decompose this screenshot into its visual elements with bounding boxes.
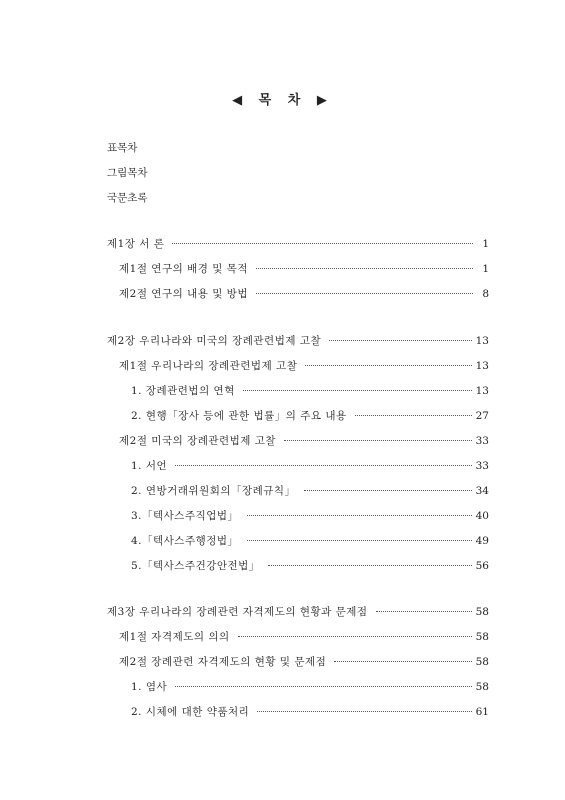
toc-entry-label: 제3장 우리나라의 장례관련 자격제도의 현황과 문제점 (107, 606, 368, 618)
toc-entry[interactable] (107, 287, 489, 301)
leader-dots (247, 539, 472, 541)
toc-entry-label: 4.「텍사스주행정법」 (131, 535, 239, 547)
toc-entry-page: 49 (475, 535, 489, 547)
toc-entry-label: 제1절 자격제도의 의의 (119, 631, 230, 643)
toc-entry-label: 제2절 연구의 내용 및 방법 (119, 288, 248, 300)
toc-entry-page: 33 (475, 460, 489, 472)
leader-dots (268, 564, 472, 566)
toc-entry[interactable] (107, 434, 489, 448)
toc-entry-label: 제2절 장례관련 자격제도의 현황 및 문제점 (119, 656, 327, 668)
leader-dots (243, 389, 472, 391)
leader-dots (334, 660, 471, 662)
front-matter-item-figure-list[interactable]: 그림목차 (107, 167, 148, 179)
leader-dots (256, 292, 473, 294)
toc-entry-label: 제1절 연구의 배경 및 목적 (119, 263, 248, 275)
toc-entry-label: 2. 연방거래위원회의「장례규칙」 (131, 485, 296, 497)
toc-entry-label: 5.「텍사스주건강안전법」 (131, 560, 260, 572)
toc-entry-page: 58 (475, 606, 489, 618)
toc-entry-page: 58 (475, 631, 489, 643)
leader-dots (172, 242, 473, 244)
toc-entry-label: 1. 장례관련법의 연혁 (131, 385, 235, 397)
toc-entry-page: 33 (475, 435, 489, 447)
toc-entry-label: 제2절 미국의 장례관련법제 고찰 (119, 435, 277, 447)
toc-entry-page: 8 (482, 288, 489, 300)
toc-entry-label: 1. 서언 (131, 460, 168, 472)
leader-dots (376, 610, 472, 612)
toc-entry[interactable] (107, 384, 489, 398)
toc-entry-page: 40 (475, 510, 489, 522)
leader-dots (305, 364, 471, 366)
toc-entry[interactable] (107, 484, 489, 498)
toc-entry[interactable] (107, 509, 489, 523)
toc-entry-page: 13 (475, 335, 489, 347)
toc-entry-page: 58 (475, 656, 489, 668)
toc-entry-page: 13 (475, 360, 489, 372)
toc-entry-page: 56 (475, 560, 489, 572)
front-matter-item-abstract[interactable]: 국문초록 (107, 192, 148, 204)
toc-entry-page: 27 (475, 410, 489, 422)
leader-dots (304, 489, 472, 491)
toc-entry[interactable] (107, 705, 489, 719)
toc-entry-page: 1 (482, 263, 489, 275)
leader-dots (238, 635, 472, 637)
toc-entry[interactable] (107, 359, 489, 373)
toc-entry-label: 1. 염사 (131, 681, 168, 693)
toc-entry-label: 2. 현행「장사 등에 관한 법률」의 주요 내용 (131, 410, 347, 422)
toc-entry[interactable] (107, 559, 489, 573)
toc-entry[interactable] (107, 334, 489, 348)
toc-entry[interactable] (107, 605, 489, 619)
leader-dots (284, 439, 472, 441)
toc-entry-page: 34 (475, 485, 489, 497)
front-matter-item-table-list[interactable]: 표목차 (107, 142, 138, 154)
toc-entry[interactable] (107, 237, 489, 251)
toc-entry-label: 제2장 우리나라와 미국의 장례관련법제 고찰 (107, 335, 322, 347)
toc-title: ◀ 목 차 ▶ (232, 93, 333, 108)
leader-dots (355, 414, 472, 416)
leader-dots (257, 710, 471, 712)
toc-entry[interactable] (107, 459, 489, 473)
toc-entry-label: 제1절 우리나라의 장례관련법제 고찰 (119, 360, 298, 372)
toc-entry-label: 3.「텍사스주직업법」 (131, 510, 239, 522)
toc-entry[interactable] (107, 409, 489, 423)
toc-entry-label: 제1장 서 론 (107, 238, 165, 250)
leader-dots (175, 685, 471, 687)
leader-dots (329, 339, 472, 341)
toc-entry[interactable] (107, 262, 489, 276)
toc-entry-page: 13 (475, 385, 489, 397)
toc-entry-page: 58 (475, 681, 489, 693)
leader-dots (247, 514, 472, 516)
toc-entry[interactable] (107, 655, 489, 669)
toc-entry-page: 1 (482, 238, 489, 250)
toc-entry[interactable] (107, 630, 489, 644)
leader-dots (256, 267, 473, 269)
toc-entry[interactable] (107, 680, 489, 694)
toc-entry-page: 61 (475, 706, 489, 718)
toc-entry-label: 2. 시체에 대한 약품처리 (131, 706, 250, 718)
toc-entry[interactable] (107, 534, 489, 548)
leader-dots (175, 464, 471, 466)
